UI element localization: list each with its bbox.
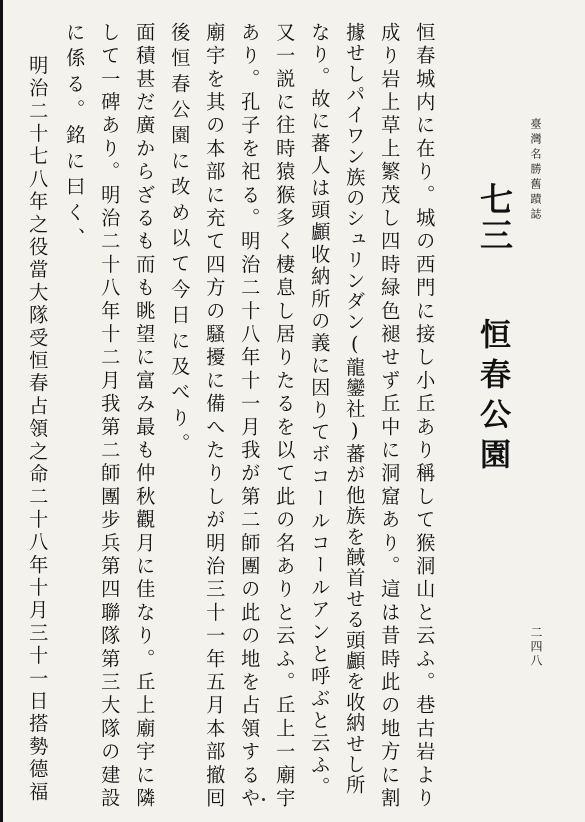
text-line: 廟宇を其の本部に充て四方の騷擾に備へたりしが明治三十一年五月本部撤囘	[203, 22, 227, 811]
text-line: に係る。銘に曰く、	[63, 22, 87, 254]
text-line: 又一説に往時猿猴多く棲息し居りたるを以て此の名ありと云ふ。丘上一廟宇	[273, 22, 297, 811]
chapter-title: 恒春公園	[474, 318, 510, 478]
text-line: 據せしパイワン族のシュリンダン(龍鑾社)蕃が他族を馘首せる頭顱を收納せし所	[343, 22, 367, 796]
text-line: 成り岩上草上繁茂し四時緑色褪せず丘中に洞窟あり。這は昔時此の地方に割	[378, 22, 402, 811]
running-header: 臺灣名勝舊蹟誌	[529, 118, 542, 223]
text-line: 面積甚だ廣からざるも而も眺望に富み最も仲秋觀月に佳なり。丘上廟宇に隣	[133, 22, 157, 811]
text-line: 恒春城内に在り。城の西門に接し小丘あり稱して猴洞山と云ふ。巷古岩より	[413, 22, 437, 811]
text-line: なり。故に蕃人は頭顱收納所の義に因りてボコールコールアンと呼ぶと云ふ。	[308, 22, 332, 799]
chapter-number: 七三	[475, 182, 514, 254]
text-line: 後恒春公園に改め以て今日に及べり。	[168, 22, 192, 459]
text-line: あり。孔子を祀る。明治二十八年十一月我が第二師團の此の地を占領するや	[238, 22, 262, 811]
text-line: 明治二十七八年之役當大隊受恒春占領之命二十八年十月三十一日搭勢德福	[26, 55, 50, 805]
print-mark	[262, 798, 265, 801]
text-line: して一碑あり。明治二十八年十二月我第二師團步兵第四聯隊第三大隊の建設	[98, 22, 122, 811]
page-number: 二四八	[529, 626, 543, 668]
page-edge	[0, 0, 3, 822]
